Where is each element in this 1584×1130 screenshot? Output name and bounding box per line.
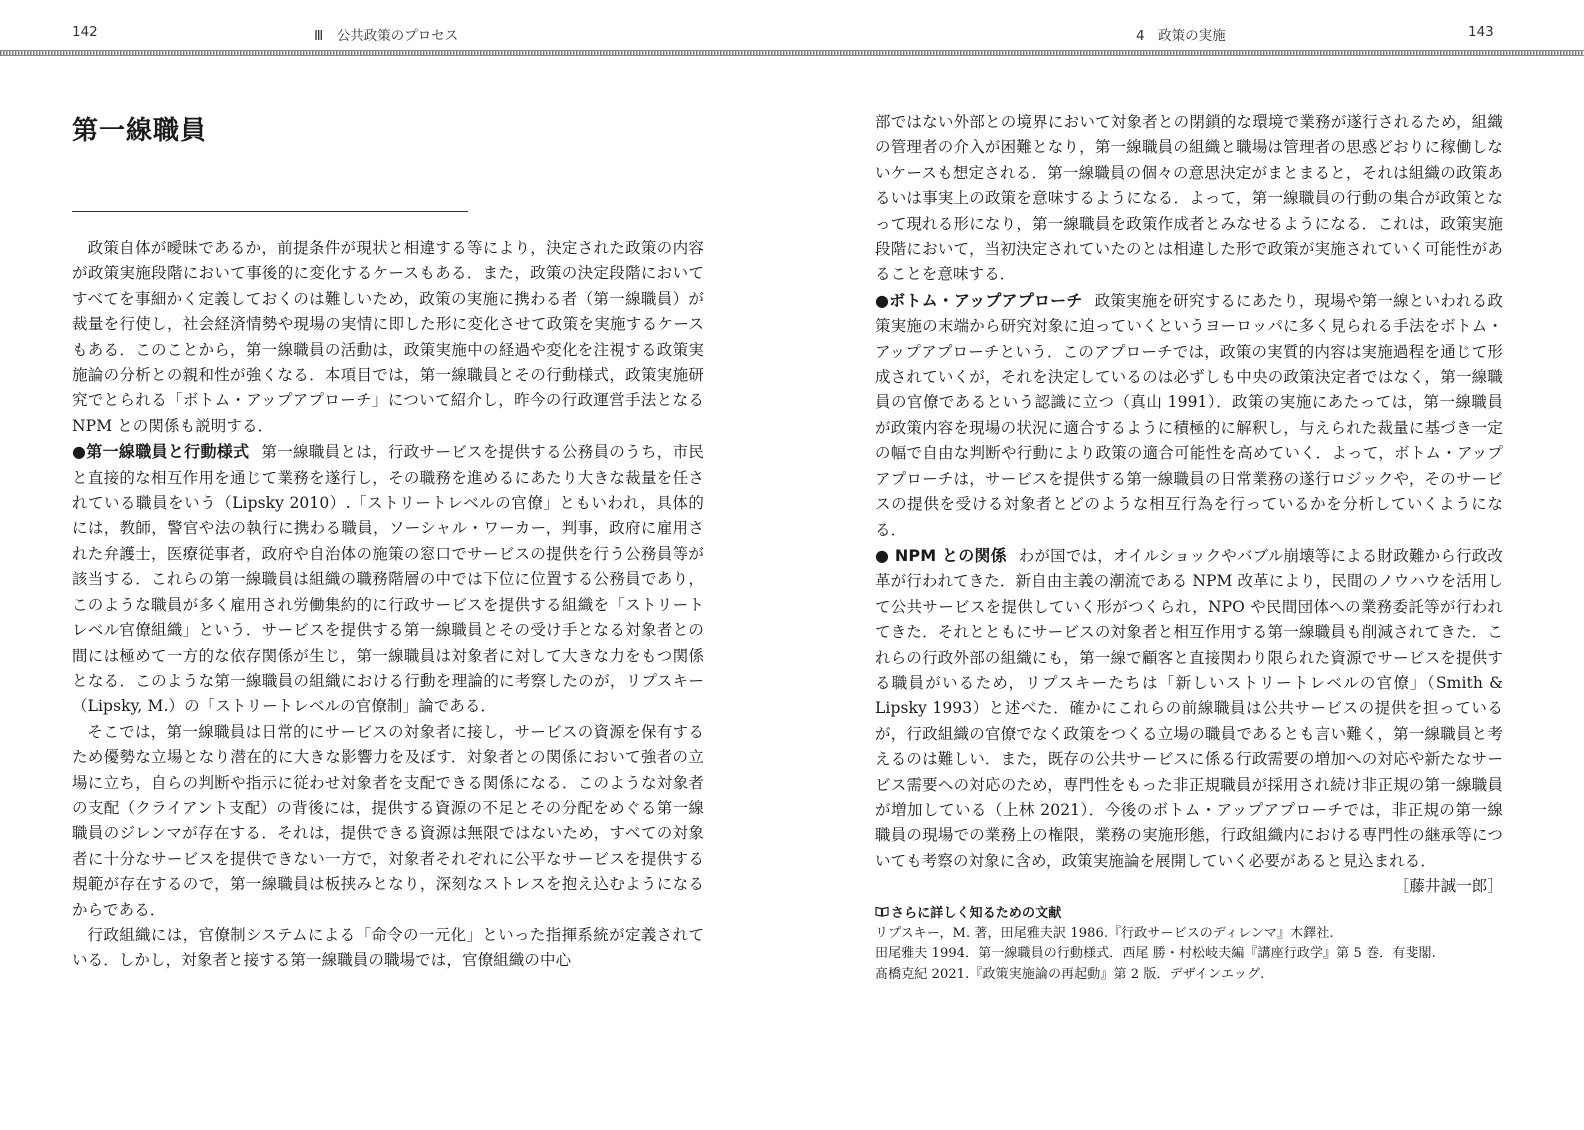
continuation-paragraph: 部ではない外部との境界において対象者との閉鎖的な環境で業務が遂行されるため，組織の管理者の介入が困難となり，第一線職員の組織と職場は管理者の思惑どおりに稼働しないケースも想定される．第一線職員の個々の意思決定がまとまると，それは組織の政策あるいは事実上の政策を意味するようになる．よって，第一線職員の行動の集合が政策となって現れる形になり，第一線職員を政策作成者とみなせるようになる．これは，政策実施段階において，当初決定されていたのとは相違した形で政策が実施されていく可能性があることを意味する． [875, 113, 1503, 284]
bibliography-item: 髙橋克紀 2021.『政策実施論の再起動』第 2 版．デザインエッグ. [875, 966, 1265, 982]
bibliography [875, 904, 1503, 986]
section-paragraph [72, 439, 704, 719]
bibliography-item: 田尾雅夫 1994．第一線職員の行動様式．西尾 勝・村松岐夫編『講座行政学』第 5 巻．有斐閣. [875, 946, 1436, 962]
section-heading: ●第一線職員と行動様式 [72, 442, 250, 462]
section-text: わが国では，オイルショックやバブル崩壊等による財政難から行政改革が行われてきた．新自由主義の潮流である NPM 改革により，民間のノウハウを活用して公共サービスを提供していく形がつくられ，NPO や民間団体への業務委託等が行われてきた．それとともにサービスの対象者と相互作用する第一線職員も削減されてきた．これらの行政外部の組織にも，第一線で顧客と直接関わり限られた資源でサービスを提供する職員がいるため，リプスキーたちは「新しいストリートレベルの官僚」（Smith & Lipsky 1993）と述べた．確かにこれらの前線職員は公共サービスの提供を担っているが，行政組織の官僚でなく政策をつくる立場の職員であるとも言い難く，第一線職員と考えるのは難しい．また，既存の公共サービスに係る行政需要の増加への対応や新たなサービス需要への対応のため，専門性をもった非正規職員が採用され続け非正規の第一線職員が増加している（上林 2021）．今後のボトム・アップアプローチでは，非正規の第一線職員の現場での業務上の権限，業務の実施形態，行政組織内における専門性の継承等についても考察の対象に含め，政策実施論を展開していく必要があると見込まれる． [875, 546, 1503, 870]
section-heading: ● NPM との関係 [875, 545, 1007, 565]
section-paragraph [875, 543, 1503, 874]
bibliography-heading [875, 904, 1503, 924]
title-underline [72, 211, 468, 212]
header-rule [0, 50, 1584, 56]
left-body [72, 236, 704, 974]
section-paragraph [875, 288, 1503, 543]
page-title: 第一線職員 [72, 116, 208, 146]
author-signature: ［藤井誠一郎］ [1393, 877, 1503, 896]
right-body [875, 110, 1503, 985]
section-heading: ●ボトム・アップアプローチ [875, 290, 1083, 310]
bibliography-item: リプスキー，M. 著，田尾雅夫訳 1986.『行政サービスのディレンマ』木鐸社. [875, 925, 1334, 941]
left-page-number: 142 [72, 24, 98, 40]
body-paragraph: 行政組織には，官僚制システムによる「命令の一元化」といった指揮系統が定義されている．しかし，対象者と接する第一線職員の職場では，官僚組織の中心 [72, 925, 704, 970]
left-running-header: Ⅲ 公共政策のプロセス [314, 28, 459, 44]
right-running-header: 4 政策の実施 [1136, 28, 1226, 44]
section-text: 政策実施を研究するにあたり，現場や第一線といわれる政策実施の末端から研究対象に迫っていくというヨーロッパに多く見られる手法をボトム・アップアプローチという．このアプローチでは，政策の実質的内容は実施過程を通じて形成されていくが，それを決定しているのは必ずしも中央の政策決定者ではなく，第一線職員の官僚であるという認識に立つ（真山 1991）．政策の実施にあたっては，第一線職員が政策内容を現場の状況に適合するように積極的に解釈し，与えられた裁量に基づき一定の幅で自由な判断や行動により政策の適合可能性を高めていく．よって，ボトム・アップアプローチは，サービスを提供する第一線職員の日常業務の遂行ロジックや，そのサービスの提供を受ける対象者とどのような相互行為を行っているかを分析していくようになる． [875, 291, 1503, 539]
right-page-number: 143 [1468, 24, 1494, 40]
section-text: 第一線職員とは，行政サービスを提供する公務員のうち，市民と直接的な相互作用を通じて業務を遂行し，その職務を進めるにあたり大きな裁量を任されている職員をいう（Lipsky 2010）.「ストリートレベルの官僚」ともいわれ，具体的には，教師，警官や法の執行に携わる職員，ソーシャル・ワーカー，判事，政府に雇用された弁護士，医療従事者，政府や自治体の施策の窓口でサービスの提供を行う公務員等が該当する．これらの第一線職員は組織の職務階層の中では下位に位置する公務員であり，このような職員が多く雇用され労働集約的に行政サービスを提供する組織を「ストリートレベル官僚組織」という．サービスを提供する第一線職員とその受け手となる対象者との間には極めて一方的な依存関係が生じ，第一線職員は対象者に対して大きな力をもつ関係となる．このような第一線職員の組織における行動を理論的に考察したのが，リプスキー（Lipsky, M.）の「ストリートレベルの官僚制」論である． [72, 443, 704, 716]
bibliography-heading-text: さらに詳しく知るための文献 [891, 905, 1062, 921]
body-paragraph: そこでは，第一線職員は日常的にサービスの対象者に接し，サービスの資源を保有するため優勢な立場となり潜在的に大きな影響力を及ぼす．対象者との関係において強者の立場に立ち，自らの判断や指示に従わせ対象者を支配できる関係になる．このような対象者の支配（クライアント支配）の背後には，提供する資源の不足とその分配をめぐる第一線職員のジレンマが存在する．それは，提供できる資源は無限ではないため，すべての対象者に十分なサービスを提供できない一方で，対象者それぞれに公平なサービスを提供する規範が存在するので，第一線職員は板挟みとなり，深刻なストレスを抱え込むようになるからである． [72, 722, 704, 919]
intro-paragraph: 政策自体が曖昧であるか，前提条件が現状と相違する等により，決定された政策の内容が政策実施段階において事後的に変化するケースもある．また，政策の決定段階においてすべてを事細かく定義しておくのは難しいため，政策の実施に携わる者（第一線職員）が裁量を行使し，社会経済情勢や現場の実情に即した形に変化させて政策を実施するケースもある．このことから，第一線職員の活動は，政策実施中の経過や変化を注視する政策実施論の分析との親和性が強くなる．本項目では，第一線職員とその行動様式，政策実施研究でとられる「ボトム・アップアプローチ」について紹介し，昨今の行政運営手法となる NPM との関係も説明する． [72, 239, 704, 435]
book-icon [875, 904, 889, 924]
